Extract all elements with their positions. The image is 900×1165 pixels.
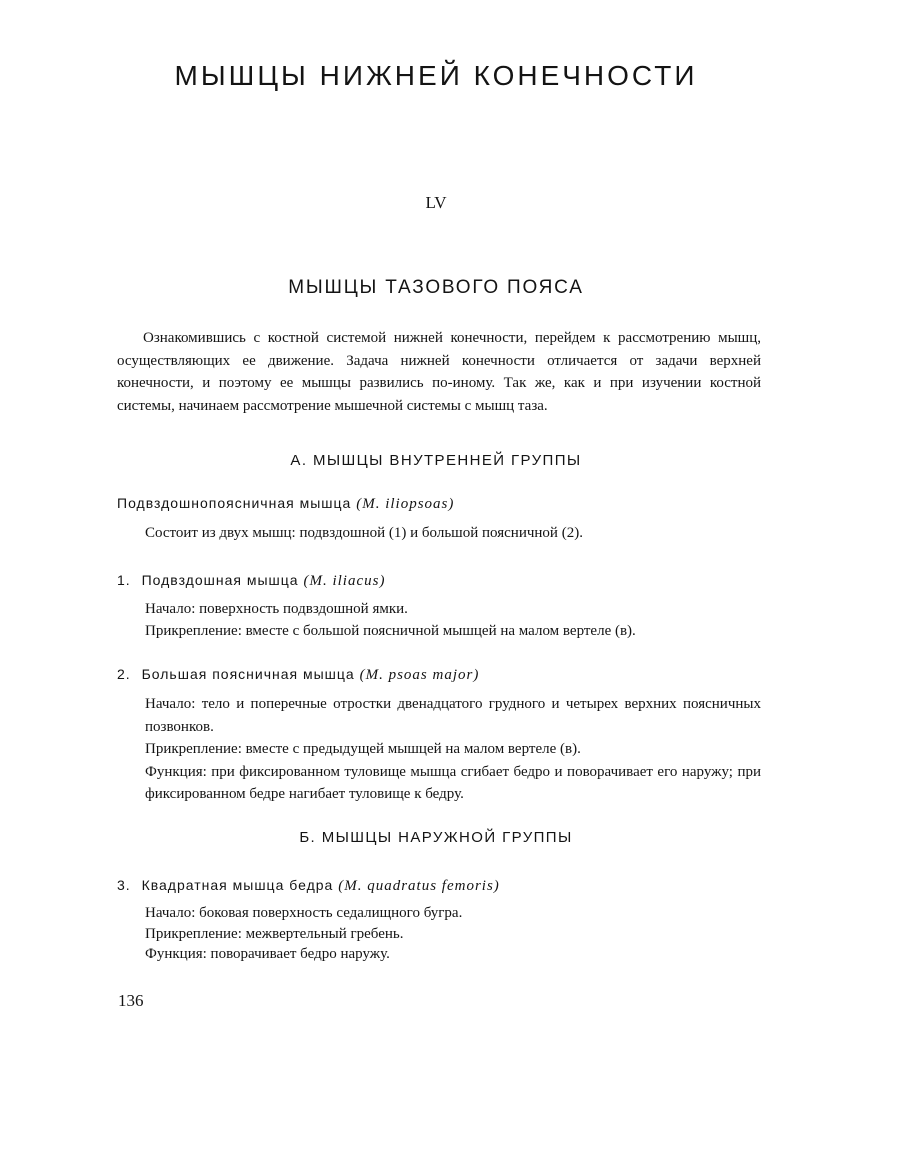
muscle-2-description [145, 693, 761, 806]
chapter-number: LV [425, 193, 447, 212]
muscle-number: 3. [117, 877, 131, 893]
muscle-3-function: Функция: поворачивает бедро наружу. [145, 946, 390, 962]
muscle-latin: (M. quadratus femoris) [338, 878, 500, 894]
muscle-3-origin: Начало: боковая поверхность седалищного бугра. [145, 905, 463, 921]
muscle-heading-psoas-major [117, 666, 479, 684]
muscle-latin: (M. psoas major) [359, 667, 480, 683]
section-b-title: Б. МЫШЦЫ НАРУЖНОЙ ГРУППЫ [299, 829, 573, 846]
muscle-2-insertion: Прикрепление: вместе с предыдущей мышцей на малом вертеле (в). [145, 741, 581, 757]
muscle-name: Квадратная мышца бедра [141, 877, 334, 893]
muscle-name: Подвздошная мышца [141, 572, 299, 588]
muscle-1-insertion: Прикрепление: вместе с большой поясничной мышцей на малом вертеле (в). [145, 623, 636, 639]
muscle-number: 1. [117, 572, 131, 588]
page-number: 136 [118, 991, 144, 1010]
muscle-name: Большая поясничная мышца [141, 666, 355, 682]
section-a-title: А. МЫШЦЫ ВНУТРЕННЕЙ ГРУППЫ [290, 452, 582, 469]
intro-text: Ознакомившись с костной системой нижней конечности, перейдем к рассмотрению мышц, осуществляющих ее движение. Задача нижней конечности отличается от задачи верхней конечности, и поэтому ее мышцы развились по-иному. Так же, как и при изучении костной системы, начинаем рассмотрение мышечной системы с мышц таза. [117, 330, 761, 414]
group-text: Состоит из двух мышц: подвздошной (1) и большой поясничной (2). [145, 525, 583, 541]
group-heading-latin: (M. iliopsoas) [356, 496, 455, 512]
muscle-latin: (M. iliacus) [303, 573, 386, 589]
intro-paragraph [117, 327, 761, 417]
muscle-heading-quadratus-femoris [117, 877, 500, 895]
muscle-1-origin: Начало: поверхность подвздошной ямки. [145, 601, 408, 617]
page-title: МЫШЦЫ НИЖНЕЙ КОНЕЧНОСТИ [174, 60, 698, 91]
chapter-title: МЫШЦЫ ТАЗОВОГО ПОЯСА [288, 277, 584, 298]
muscle-number: 2. [117, 666, 131, 682]
group-heading-name: Подвздошнопоясничная мышца [117, 495, 352, 511]
muscle-heading-iliacus [117, 572, 385, 590]
muscle-2-origin: Начало: тело и поперечные отростки двенадцатого грудного и четырех верхних поясничных позвонков. [145, 696, 761, 735]
group-heading-iliopsoas [117, 495, 454, 513]
muscle-2-function: Функция: при фиксированном туловище мышца сгибает бедро и поворачивает его наружу; при фиксированном бедре нагибает туловище к бедру. [145, 763, 761, 802]
muscle-3-insertion: Прикрепление: межвертельный гребень. [145, 926, 404, 942]
